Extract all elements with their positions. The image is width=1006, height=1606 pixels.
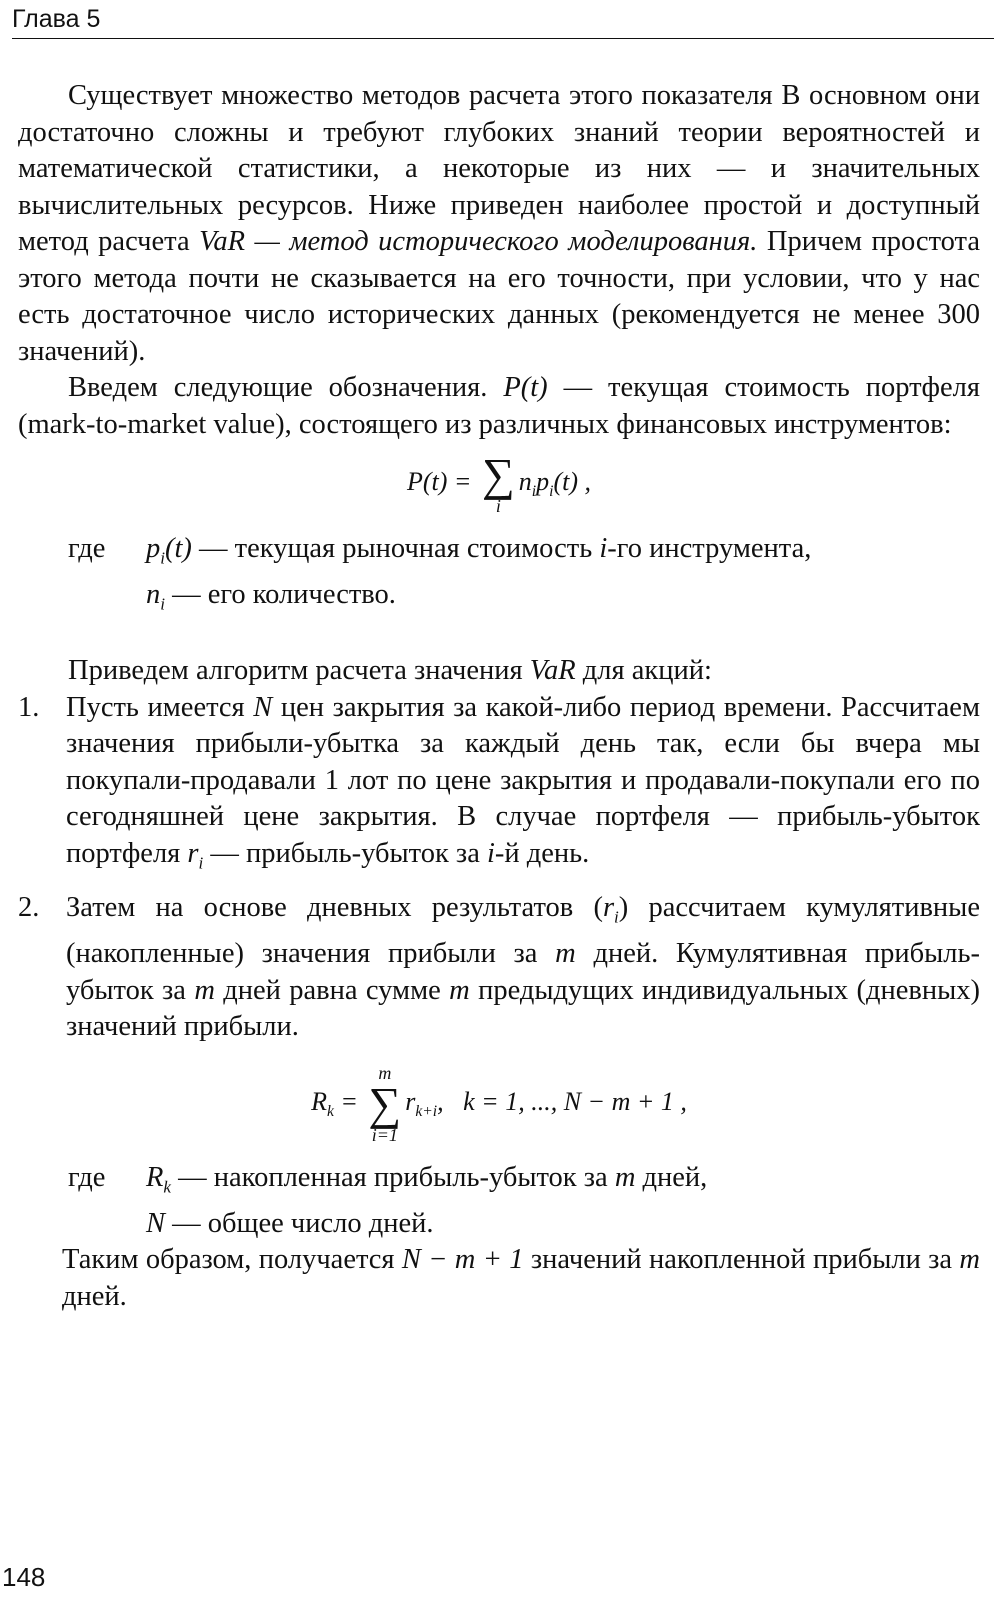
header-rule <box>12 38 994 39</box>
term: r <box>405 1086 416 1116</box>
symbol: (t) <box>165 533 192 564</box>
text: Пусть имеется <box>66 691 254 723</box>
list-item <box>18 890 980 1046</box>
symbol: i <box>599 533 608 564</box>
item-number: 2. <box>18 892 40 924</box>
item-text <box>66 690 980 882</box>
text: Таким образом, получается <box>62 1244 402 1276</box>
subscript: i <box>198 853 204 873</box>
symbol: r <box>187 837 199 869</box>
where-line <box>146 531 980 577</box>
subscript: i <box>531 483 537 501</box>
text: — текущая стоимость портфеля (mark-to-market value), состоящего из различных финансовых инструментов: <box>18 372 980 440</box>
symbol: i <box>486 837 495 869</box>
subscript: i <box>549 483 554 501</box>
text: — текущая рыночная стоимость <box>191 533 600 564</box>
subscript: i <box>160 594 165 614</box>
chapter-title: Глава 5 <box>12 5 101 33</box>
subscript: i <box>614 907 619 927</box>
formula-cumulative <box>18 1064 980 1144</box>
symbol: P(t) <box>503 372 548 403</box>
text: ) рассчитаем кумулятивные (накопленные) значения прибыли за <box>66 892 980 970</box>
page-number: 148 <box>2 1562 46 1592</box>
where-block-2 <box>68 1160 980 1243</box>
where-line <box>146 1206 980 1243</box>
paragraph-conclusion <box>62 1242 980 1315</box>
spacer <box>18 623 980 653</box>
symbol: n <box>146 579 161 611</box>
text: Причем простота этого метода почти не сказывается на его точности, при условии, что у нас есть достаточное число исторических данных (рекомендуется не менее 300 значений). <box>18 226 980 367</box>
symbol: m <box>449 974 470 1006</box>
term: = <box>333 1086 358 1116</box>
sigma-icon: ∑ <box>368 1077 402 1129</box>
subscript: i <box>160 548 165 568</box>
subscript: k+i <box>415 1102 438 1120</box>
page-body <box>18 78 980 1315</box>
symbol: N − m + 1 <box>401 1244 524 1276</box>
text: предыдущих индивидуальных (дневных) значений прибыли. <box>66 974 981 1043</box>
text: Затем на основе дневных результатов ( <box>66 892 603 924</box>
symbol: m <box>614 1161 636 1193</box>
paragraph-notation <box>18 370 980 443</box>
formula-portfolio <box>18 449 980 516</box>
paragraph-algorithm <box>18 653 980 690</box>
paragraph-intro <box>18 78 980 370</box>
symbol: N <box>253 691 273 723</box>
item-number: 1. <box>18 691 40 723</box>
sum-lower-limit: i <box>495 496 501 516</box>
where-line <box>146 1160 980 1206</box>
symbol: R <box>146 1161 164 1193</box>
text: дней, <box>635 1161 708 1193</box>
formula-lhs: P(t) = <box>407 466 472 496</box>
symbol: p <box>146 533 161 564</box>
text: значений накопленной прибыли за <box>523 1244 960 1276</box>
symbol: m <box>959 1244 981 1276</box>
text: дней. Кумулятивная прибыль-убыток за <box>66 938 981 1006</box>
where-line <box>146 577 980 623</box>
term: n <box>518 466 532 496</box>
text: Существует множество методов расчета этого показателя В основном они достаточно сложны и требуют глубоких знаний теории вероятностей и математической статистики, а некоторые из них — и значительных вычислительных ресурсов. Ниже приведен наиболее простой и доступный метод расчета <box>18 80 980 257</box>
sigma-icon: ∑ <box>481 449 515 500</box>
page-header <box>12 4 994 40</box>
text: — прибыль-убыток за <box>203 837 487 869</box>
term: p <box>536 466 550 496</box>
symbol: VaR <box>529 655 576 687</box>
where-label: где <box>68 1161 106 1193</box>
sum-operator <box>481 449 515 516</box>
subscript: k <box>326 1102 334 1120</box>
where-block-1 <box>68 531 980 623</box>
symbol: m <box>555 938 576 970</box>
text: -го инструмента, <box>607 533 812 564</box>
text: для акций: <box>575 655 712 687</box>
symbol: m <box>194 974 215 1006</box>
formula-lhs: R <box>311 1086 327 1116</box>
text: дней равна сумме <box>214 974 450 1006</box>
item-text <box>66 890 980 1046</box>
sum-operator <box>368 1064 401 1144</box>
where-label: где <box>68 533 106 564</box>
sum-lower-limit: i=1 <box>371 1124 398 1145</box>
text: — общее число дней. <box>165 1207 434 1239</box>
term: , k = 1, ..., N − m + 1 , <box>437 1086 687 1116</box>
algorithm-steps <box>18 690 980 1046</box>
text: -й день. <box>494 837 590 869</box>
symbol: r <box>602 892 615 924</box>
symbol: N <box>146 1207 166 1239</box>
list-item <box>18 690 980 882</box>
text: Приведем алгоритм расчета значения <box>68 655 530 687</box>
text: Введем следующие обозначения. <box>68 372 504 403</box>
text: цен закрытия за какой-либо период времени. Рассчитаем значения прибыли-убытка за каждый день так, если бы вчера мы покупали-продавали 1 лот по цене закрытия и продавали-покупали его по сегодняшней цене закрытия. В случае портфеля — прибыль-убыток портфеля <box>66 691 980 869</box>
subscript: k <box>163 1177 172 1197</box>
text: дней. <box>62 1280 127 1312</box>
term: (t) , <box>553 466 591 496</box>
text: — накопленная прибыль-убыток за <box>171 1161 615 1193</box>
text: — его количество. <box>165 579 396 611</box>
emphasis: VaR — метод исторического моделирования. <box>199 226 758 257</box>
sum-upper-limit: m <box>378 1062 392 1083</box>
